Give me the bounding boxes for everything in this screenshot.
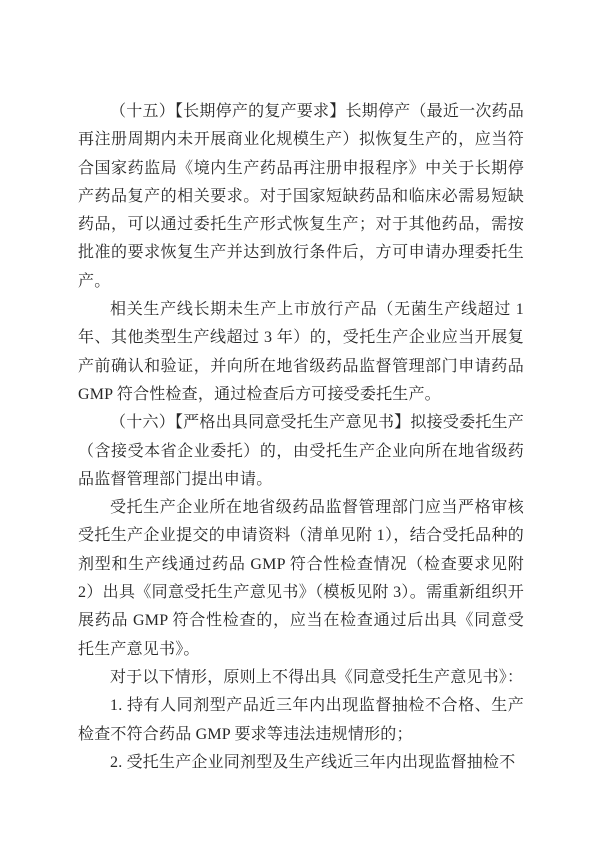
paragraph-15-long-term-shutdown: （十五）【长期停产的复产要求】长期停产（最近一次药品再注册周期内未开展商业化规模生产）拟恢复生产的，应当符合国家药监局《境内生产药品再注册申报程序》中关于长期停产药品复产的相关要求。对于国家短缺药品和临床必需易短缺药品，可以通过委托生产形式恢复生产；对于其他药品，需按批准的要求恢复生产并达到放行条件后，方可申请办理委托生产。: [78, 103, 524, 290]
paragraph-review-application: 受托生产企业所在地省级药品监督管理部门应当严格审核受托生产企业提交的申请资料（清单见附 1），结合受托品种的剂型和生产线通过药品 GMP 符合性检查情况（检查要求见附 2）出具《同意受托生产意见书》（模板见附 3）。需重新组织开展药品 GMP 符合性检查的，应当在检查通过后出具《同意受托生产意见书》。: [78, 499, 524, 658]
paragraph-disallowed-situations-intro: 对于以下情形，原则上不得出具《同意受托生产意见书》：: [110, 668, 524, 686]
paragraph-16-consent-letter: （十六）【严格出具同意受托生产意见书】拟接受委托生产（含接受本省企业委托）的，由受托生产企业向所在地省级药品监督管理部门提出申请。: [78, 414, 524, 488]
paragraph-production-line-requirements: 相关生产线长期未生产上市放行产品（无菌生产线超过 1 年、其他类型生产线超过 3 年）的，受托生产企业应当开展复产前确认和验证，并向所在地省级药品监督管理部门申请药品 GMP 符合性检查，通过检查后方可接受委托生产。: [78, 301, 524, 403]
paragraph-situation-2: 2. 受托生产企业同剂型及生产线近三年内出现监督抽检不: [110, 753, 516, 771]
document-body: [78, 98, 524, 777]
paragraph-situation-1: 1. 持有人同剂型产品近三年内出现监督抽检不合格、生产检查不符合药品 GMP 要求等违法违规情形的；: [78, 697, 524, 743]
